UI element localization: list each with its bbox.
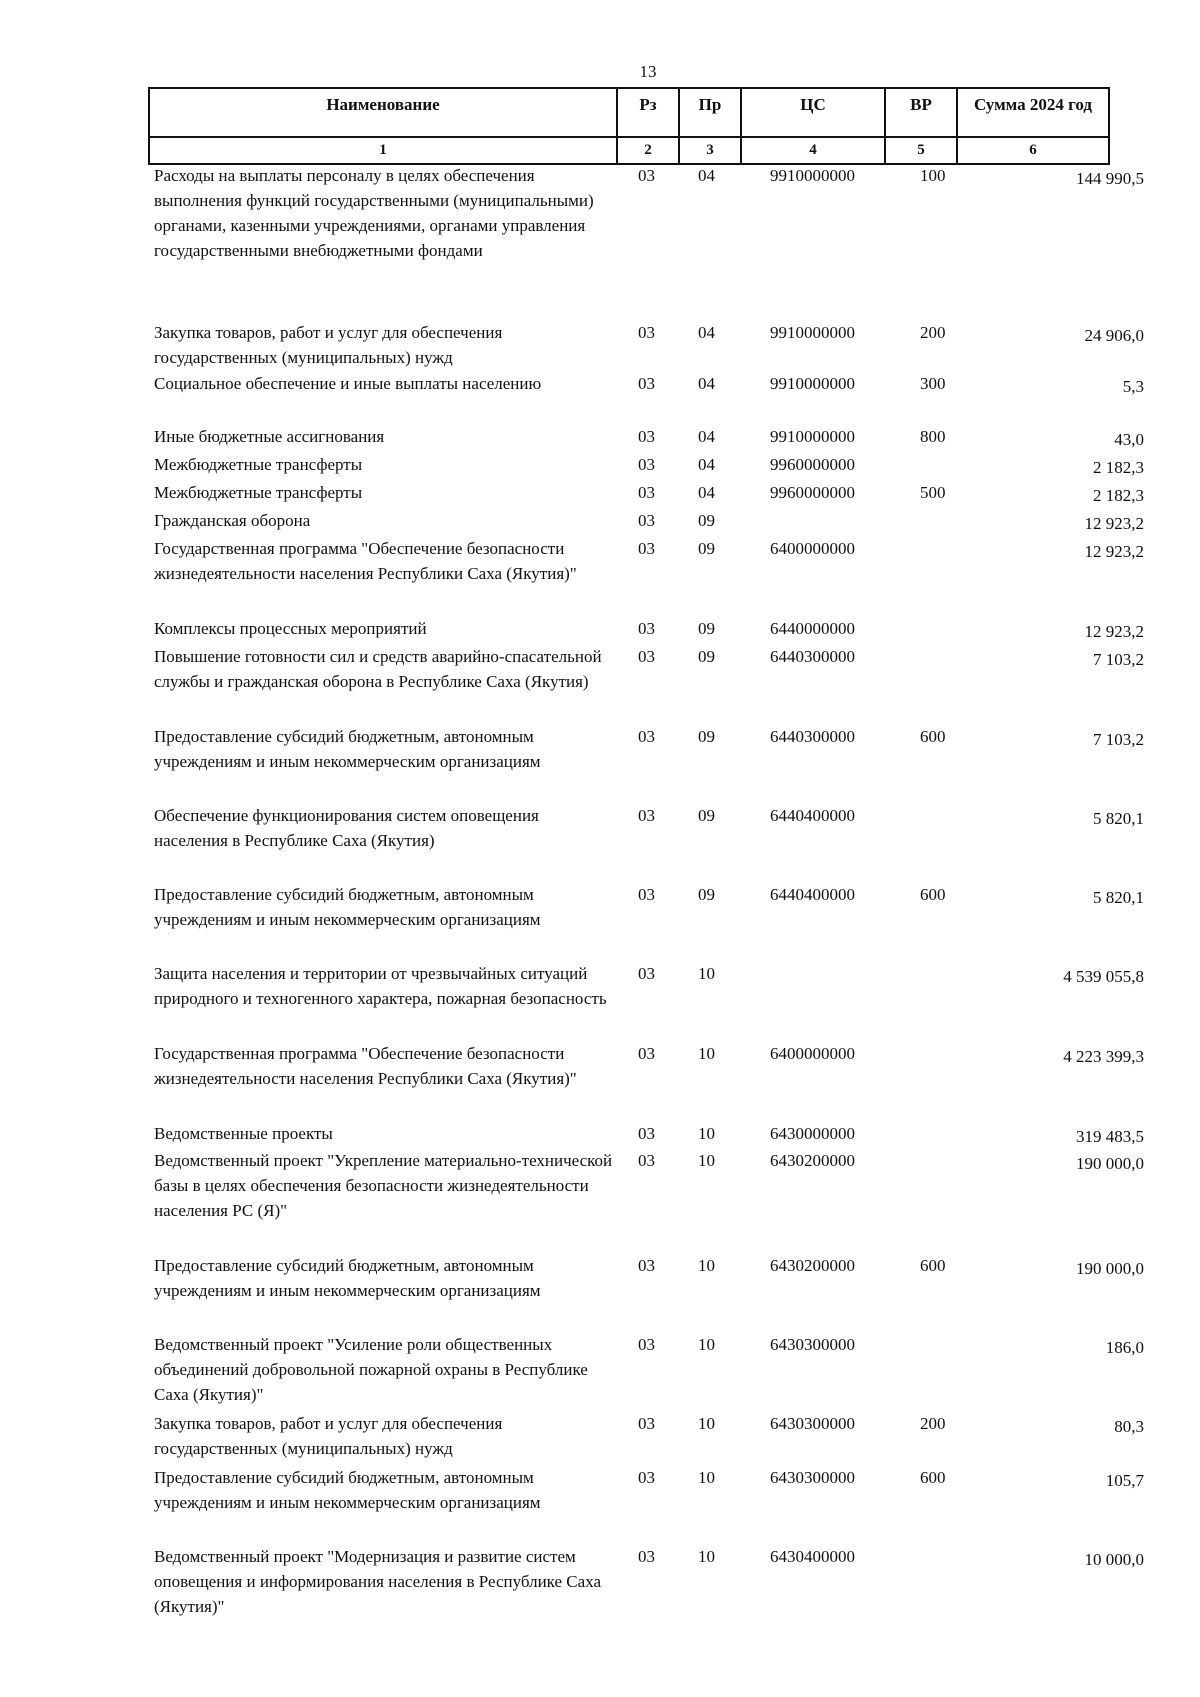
row-cs: 6400000000	[770, 539, 855, 558]
row-vr: 600	[920, 727, 946, 746]
row-cs: 9910000000	[770, 427, 855, 446]
row-pr: 09	[698, 539, 715, 558]
row-rz: 03	[638, 1547, 655, 1566]
row-pr: 10	[698, 1044, 715, 1063]
row-pr: 04	[698, 455, 715, 474]
row-pr: 10	[698, 1414, 715, 1433]
row-sum: 4 223 399,3	[1063, 1047, 1144, 1066]
row-pr: 09	[698, 727, 715, 746]
row-rz: 03	[638, 511, 655, 530]
row-pr: 09	[698, 619, 715, 638]
row-sum: 12 923,2	[1084, 622, 1144, 641]
row-name: Ведомственные проекты	[154, 1124, 333, 1143]
row-rz: 03	[638, 539, 655, 558]
row-vr: 200	[920, 323, 946, 342]
row-name: Социальное обеспечение и иные выплаты населению	[154, 374, 542, 393]
row-name: Иные бюджетные ассигнования	[154, 427, 385, 446]
row-rz: 03	[638, 964, 655, 983]
row-vr: 100	[920, 166, 946, 185]
row-cs: 9910000000	[770, 374, 855, 393]
row-pr: 04	[698, 374, 715, 393]
row-name: Обеспечение функционирования систем оповещения населения в Республике Саха (Якутия)	[154, 806, 539, 850]
row-name: Гражданская оборона	[154, 511, 311, 530]
row-cs: 6430400000	[770, 1547, 855, 1566]
row-cs: 6430300000	[770, 1414, 855, 1433]
row-cs: 6440400000	[770, 885, 855, 904]
row-rz: 03	[638, 1151, 655, 1170]
row-name: Предоставление субсидий бюджетным, автономным учреждениям и иным некоммерческим организациям	[154, 1256, 541, 1300]
row-name: Предоставление субсидий бюджетным, автономным учреждениям и иным некоммерческим организациям	[154, 1468, 541, 1512]
header-sum: Сумма 2024 год	[957, 88, 1109, 137]
row-cs: 9910000000	[770, 323, 855, 342]
row-cs: 6430300000	[770, 1335, 855, 1354]
row-sum: 190 000,0	[1076, 1154, 1144, 1173]
row-sum: 12 923,2	[1084, 542, 1144, 561]
row-rz: 03	[638, 647, 655, 666]
row-cs: 9910000000	[770, 166, 855, 185]
row-pr: 04	[698, 323, 715, 342]
row-sum: 12 923,2	[1084, 514, 1144, 533]
header-num-4: 4	[741, 137, 885, 164]
row-sum: 5,3	[1122, 377, 1144, 396]
row-vr: 800	[920, 427, 946, 446]
row-vr: 300	[920, 374, 946, 393]
row-vr: 600	[920, 1468, 946, 1487]
row-rz: 03	[638, 455, 655, 474]
row-pr: 09	[698, 511, 715, 530]
row-sum: 43,0	[1114, 430, 1144, 449]
header-num-3: 3	[679, 137, 741, 164]
row-sum: 80,3	[1114, 1417, 1144, 1436]
row-pr: 10	[698, 1151, 715, 1170]
row-rz: 03	[638, 619, 655, 638]
table-header	[148, 87, 1110, 165]
row-vr: 600	[920, 1256, 946, 1275]
row-rz: 03	[638, 1468, 655, 1487]
row-rz: 03	[638, 1256, 655, 1275]
row-pr: 10	[698, 1335, 715, 1354]
row-pr: 04	[698, 483, 715, 502]
header-num-2: 2	[617, 137, 679, 164]
row-pr: 09	[698, 806, 715, 825]
row-name: Закупка товаров, работ и услуг для обеспечения государственных (муниципальных) нужд	[154, 1414, 503, 1458]
row-cs: 9960000000	[770, 455, 855, 474]
row-vr: 600	[920, 885, 946, 904]
row-name: Государственная программа "Обеспечение безопасности жизнедеятельности населения Республики Саха (Якутия)"	[154, 1044, 577, 1088]
row-cs: 6440400000	[770, 806, 855, 825]
row-name: Защита населения и территории от чрезвычайных ситуаций природного и техногенного характера, пожарная безопасность	[154, 964, 607, 1008]
header-vr: ВР	[885, 88, 957, 137]
header-rz: Рз	[617, 88, 679, 137]
row-sum: 7 103,2	[1093, 650, 1144, 669]
row-rz: 03	[638, 427, 655, 446]
row-name: Ведомственный проект "Укрепление материально-технической базы в целях обеспечения безопасности жизнедеятельности населения РС (Я)"	[154, 1151, 613, 1220]
row-sum: 24 906,0	[1084, 326, 1144, 345]
header-cs: ЦС	[741, 88, 885, 137]
row-cs: 6430300000	[770, 1468, 855, 1487]
row-name: Ведомственный проект "Усиление роли общественных объединений добровольной пожарной охраны в Республике Саха (Якутия)"	[154, 1335, 588, 1404]
row-sum: 5 820,1	[1093, 888, 1144, 907]
row-cs: 6440300000	[770, 647, 855, 666]
row-rz: 03	[638, 806, 655, 825]
row-pr: 04	[698, 166, 715, 185]
row-sum: 319 483,5	[1076, 1127, 1144, 1146]
row-pr: 10	[698, 1468, 715, 1487]
row-cs: 6430200000	[770, 1256, 855, 1275]
header-pr: Пр	[679, 88, 741, 137]
row-name: Закупка товаров, работ и услуг для обеспечения государственных (муниципальных) нужд	[154, 323, 503, 367]
row-pr: 10	[698, 964, 715, 983]
row-sum: 190 000,0	[1076, 1259, 1144, 1278]
row-cs: 6430000000	[770, 1124, 855, 1143]
row-name: Комплексы процессных мероприятий	[154, 619, 427, 638]
row-rz: 03	[638, 323, 655, 342]
row-rz: 03	[638, 885, 655, 904]
row-sum: 2 182,3	[1093, 458, 1144, 477]
row-name: Повышение готовности сил и средств аварийно-спасательной службы и гражданская оборона в Республике Саха (Якутия)	[154, 647, 602, 691]
row-sum: 5 820,1	[1093, 809, 1144, 828]
row-sum: 2 182,3	[1093, 486, 1144, 505]
row-cs: 6440300000	[770, 727, 855, 746]
header-name: Наименование	[149, 88, 617, 137]
row-sum: 7 103,2	[1093, 730, 1144, 749]
row-sum: 10 000,0	[1084, 1550, 1144, 1569]
row-cs: 6400000000	[770, 1044, 855, 1063]
header-num-6: 6	[957, 137, 1109, 164]
row-rz: 03	[638, 1335, 655, 1354]
row-name: Межбюджетные трансферты	[154, 483, 363, 502]
row-pr: 04	[698, 427, 715, 446]
header-numbers-row	[149, 137, 1109, 164]
row-pr: 10	[698, 1256, 715, 1275]
row-rz: 03	[638, 483, 655, 502]
row-sum: 105,7	[1105, 1471, 1144, 1490]
row-cs: 6440000000	[770, 619, 855, 638]
row-name: Предоставление субсидий бюджетным, автономным учреждениям и иным некоммерческим организациям	[154, 727, 541, 771]
row-rz: 03	[638, 1414, 655, 1433]
row-pr: 10	[698, 1124, 715, 1143]
row-vr: 500	[920, 483, 946, 502]
row-pr: 09	[698, 647, 715, 666]
row-name: Государственная программа "Обеспечение безопасности жизнедеятельности населения Республики Саха (Якутия)"	[154, 539, 577, 583]
header-num-1: 1	[149, 137, 617, 164]
row-rz: 03	[638, 727, 655, 746]
row-name: Предоставление субсидий бюджетным, автономным учреждениям и иным некоммерческим организациям	[154, 885, 541, 929]
row-vr: 200	[920, 1414, 946, 1433]
row-rz: 03	[638, 1044, 655, 1063]
row-sum: 186,0	[1105, 1338, 1144, 1357]
row-cs: 9960000000	[770, 483, 855, 502]
row-sum: 144 990,5	[1076, 169, 1144, 188]
page-number: 13	[639, 62, 657, 81]
header-names-row	[149, 88, 1109, 137]
row-rz: 03	[638, 374, 655, 393]
row-pr: 10	[698, 1547, 715, 1566]
header-num-5: 5	[885, 137, 957, 164]
row-name: Ведомственный проект "Модернизация и развитие систем оповещения и информирования населения в Республике Саха (Якутия)"	[154, 1547, 602, 1616]
row-sum: 4 539 055,8	[1063, 967, 1144, 986]
row-name: Межбюджетные трансферты	[154, 455, 363, 474]
row-cs: 6430200000	[770, 1151, 855, 1170]
row-rz: 03	[638, 166, 655, 185]
row-name: Расходы на выплаты персоналу в целях обеспечения выполнения функций государственными (муниципальными) органами, казенными учреждениями, органами управления государственными внебюджетными фондами	[154, 166, 594, 260]
row-pr: 09	[698, 885, 715, 904]
row-rz: 03	[638, 1124, 655, 1143]
